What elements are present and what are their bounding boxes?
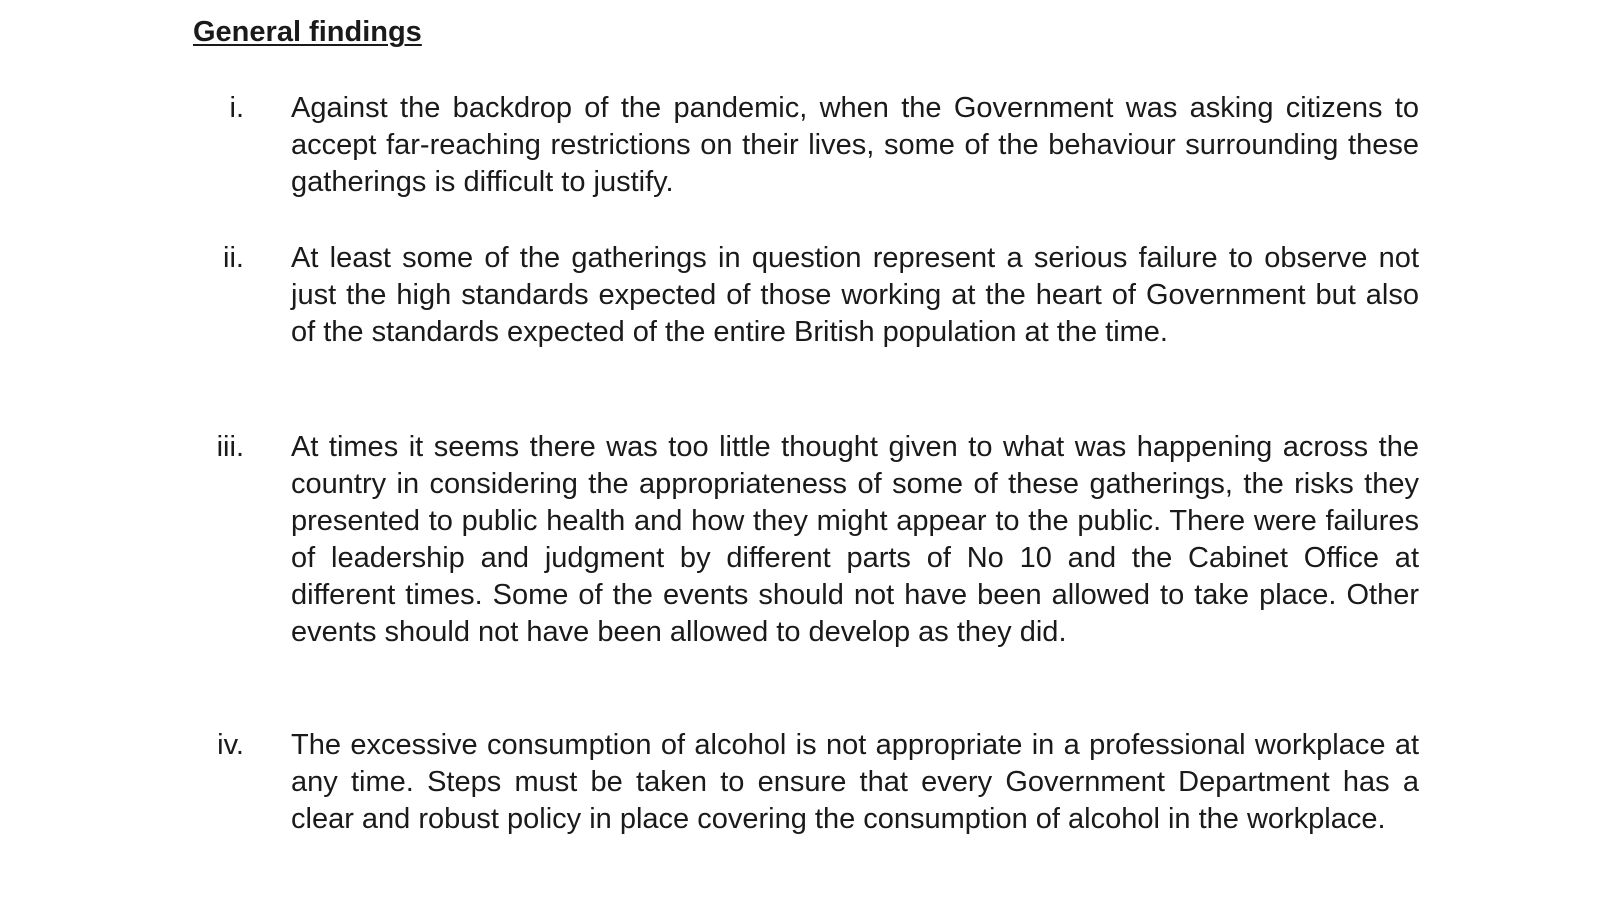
finding-text: At least some of the gatherings in question represent a serious failure to observe not just the high standards expected of those working at the heart of Government but also of the standards expected of the entire British population at the time. [291,242,1419,348]
finding-text: Against the backdrop of the pandemic, when the Government was asking citizens to accept far-reaching restrictions on their lives, some of the behaviour surrounding these gatherings is difficult to justify. [291,92,1419,198]
section-heading: General findings [193,16,422,48]
finding-text: The excessive consumption of alcohol is not appropriate in a professional workplace at any time. Steps must be taken to ensure that every Government Department has a clear and robust policy in place covering the consumption of alcohol in the workplace. [291,729,1419,835]
finding-text: At times it seems there was too little thought given to what was happening across the country in considering the appropriateness of some of these gatherings, the risks they presented to public health and how they might appear to the public. There were failures of leadership and judgment by different parts of No 10 and the Cabinet Office at different times. Some of the events should not have been allowed to take place. Other events should not have been allowed to develop as they did. [291,431,1419,648]
finding-numeral: i. [229,92,244,124]
finding-numeral: iii. [216,431,244,463]
finding-numeral: iv. [217,729,244,761]
finding-numeral: ii. [223,242,244,274]
